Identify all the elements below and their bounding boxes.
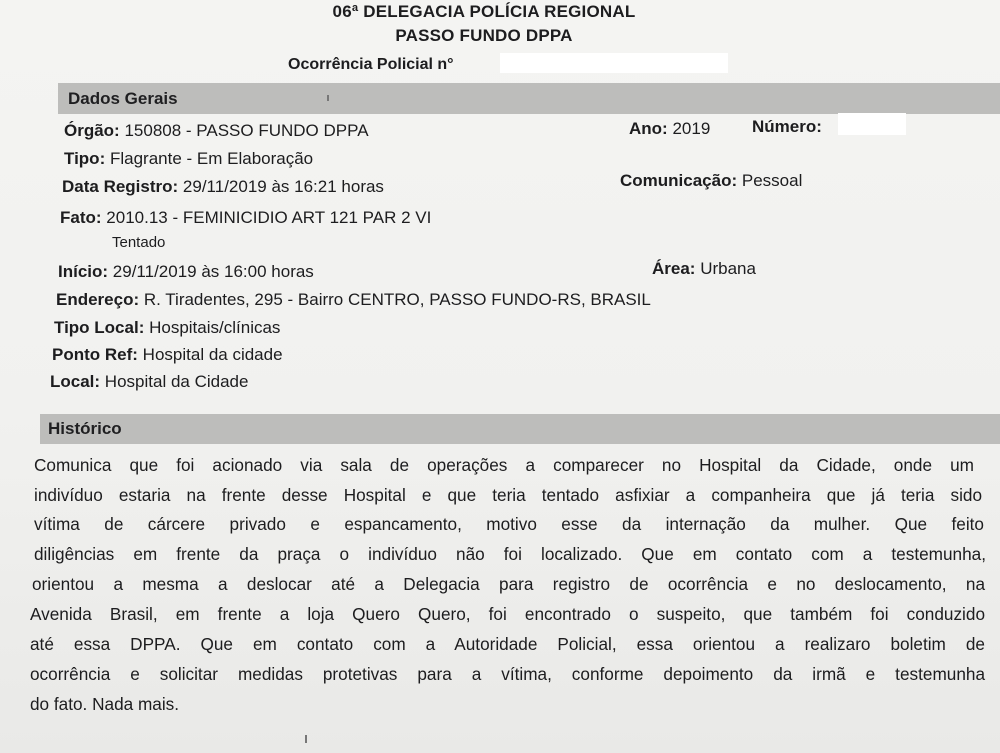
field-orgao (64, 121, 369, 141)
historico-line: vítima de cárcere privado e espancamento, motivo esse da internação da mulher. Que feito (34, 514, 984, 534)
field-endereco (56, 290, 651, 310)
data-registro-label: Data Registro: (62, 177, 179, 196)
ano-label: Ano: (629, 119, 668, 138)
header-delegacia: 06ª DELEGACIA POLÍCIA REGIONAL (332, 2, 636, 21)
tipo-local-value: Hospitais/clínicas (149, 318, 281, 337)
paper-speck (305, 735, 307, 743)
ponto-ref-label: Ponto Ref: (52, 345, 138, 364)
historico-line: Avenida Brasil, em frente a loja Quero Quero, foi encontrado o suspeito, que também foi conduzido (30, 604, 985, 624)
header-unit: PASSO FUNDO DPPA (395, 26, 573, 45)
field-inicio (58, 262, 314, 282)
orgao-label: Órgão: (64, 121, 120, 140)
area-value: Urbana (700, 259, 756, 278)
ano-value: 2019 (672, 119, 711, 138)
tipo-local-label: Tipo Local: (54, 318, 145, 337)
numero-label: Número: (752, 117, 822, 136)
field-area (652, 259, 756, 279)
section-header-dados-gerais: Dados Gerais (58, 83, 1000, 114)
inicio-label: Início: (58, 262, 109, 281)
redacted-numero (838, 113, 906, 135)
historico-line: até essa DPPA. Que em contato com a Autoridade Policial, essa orientou a realizaro boletim de (30, 634, 985, 654)
tipo-label: Tipo: (64, 149, 106, 168)
fato-sub-value: Tentado (112, 234, 166, 251)
historico-line: indivíduo estaria na frente desse Hospital e que teria tentado asfixiar a companheira que já teria sido (34, 485, 982, 505)
inicio-value: 29/11/2019 às 16:00 horas (112, 262, 314, 281)
field-tipo (64, 149, 313, 169)
endereco-value: R. Tiradentes, 295 - Bairro CENTRO, PASSO FUNDO-RS, BRASIL (143, 290, 651, 309)
field-data-registro (62, 177, 384, 197)
area-label: Área: (652, 259, 696, 278)
historico-line: orientou a mesma a deslocar até a Delegacia para registro de ocorrência e no deslocamento, na (32, 574, 985, 594)
historico-line: diligências em frente da praça o indivíduo não foi localizado. Que em contato com a testemunha, (34, 544, 986, 564)
local-label: Local: (50, 372, 101, 391)
local-value: Hospital da Cidade (104, 372, 249, 391)
occurrence-number-label: Ocorrência Policial n° (288, 56, 454, 73)
endereco-label: Endereço: (56, 290, 140, 309)
historico-line: ocorrência e solicitar medidas protetivas para a vítima, conforme depoimento da irmã e testemunha (30, 664, 985, 684)
fato-label: Fato: (60, 208, 102, 227)
historico-line: do fato. Nada mais. (30, 694, 180, 714)
comunicacao-value: Pessoal (741, 171, 803, 190)
historico-line: Comunica que foi acionado via sala de operações a comparecer no Hospital da Cidade, onde um (34, 455, 974, 475)
field-local (50, 372, 248, 392)
fato-value: 2010.13 - FEMINICIDIO ART 121 PAR 2 VI (106, 208, 432, 227)
tipo-value: Flagrante - Em Elaboração (109, 149, 314, 168)
data-registro-value: 29/11/2019 às 16:21 horas (182, 177, 384, 196)
ponto-ref-value: Hospital da cidade (142, 345, 283, 364)
comunicacao-label: Comunicação: (620, 171, 738, 190)
field-comunicacao (620, 171, 802, 191)
field-ponto-ref (52, 345, 283, 365)
section-header-historico: Histórico (40, 414, 1000, 444)
field-ano (629, 119, 710, 139)
orgao-value: 150808 - PASSO FUNDO DPPA (124, 121, 369, 140)
paper-speck (327, 95, 329, 101)
field-numero (752, 117, 822, 137)
field-fato (60, 208, 431, 228)
field-tipo-local (54, 318, 280, 338)
redacted-occurrence-number (500, 53, 728, 73)
